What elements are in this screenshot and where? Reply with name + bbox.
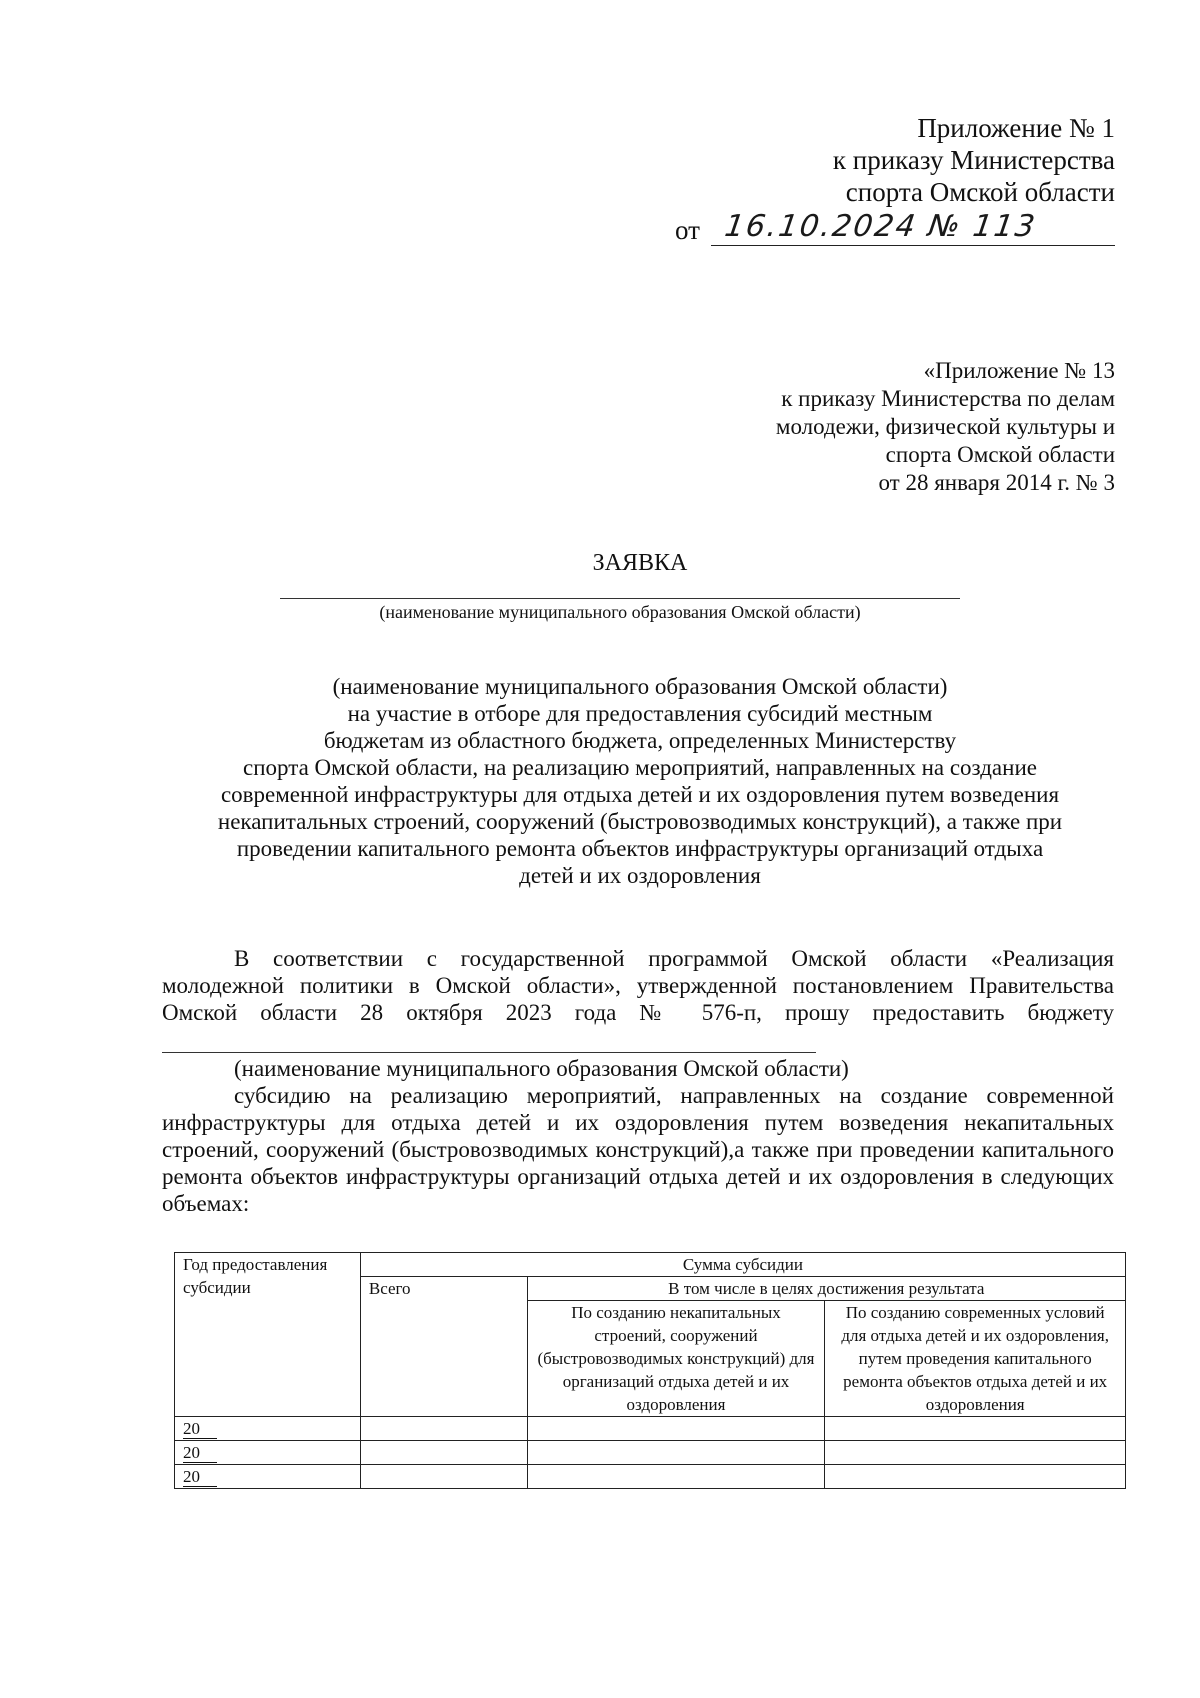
municipality-caption: (наименование муниципального образования Омской области) bbox=[234, 1056, 849, 1081]
total-cell bbox=[360, 1465, 527, 1489]
intro-line-1: (наименование муниципального образования Омской области) bbox=[332, 674, 948, 699]
appendix-1-line-1: Приложение № 1 bbox=[917, 113, 1115, 143]
body-paragraph-2: субсидию на реализацию мероприятий, направленных на создание современной инфраструктуры для отдыха детей и их оздоровления путем возведения некапитальных строений, сооружений (быстровозводимых конструкций),а также при проведении капитального ремонта объектов инфраструктуры организаций отдыха детей и их оздоровления в следующих объемах: bbox=[162, 1083, 1114, 1216]
header-year: Год предоставления субсидии bbox=[175, 1253, 361, 1417]
appendix-13-line-1: «Приложение № 13 bbox=[923, 358, 1115, 383]
header-total: Всего bbox=[360, 1277, 527, 1417]
application-subject bbox=[180, 673, 1100, 889]
intro-line-2: на участие в отборе для предоставления субсидий местным bbox=[347, 701, 933, 726]
table-row bbox=[175, 1417, 1126, 1441]
year-cell bbox=[175, 1441, 361, 1465]
modern-cell bbox=[825, 1417, 1126, 1441]
date-underline bbox=[711, 244, 1115, 246]
appendix-13-line-3: молодежи, физической культуры и bbox=[775, 414, 1115, 439]
intro-line-6: некапитальных строений, сооружений (быстровозводимых конструкций), а также при bbox=[217, 809, 1063, 834]
modern-cell bbox=[825, 1441, 1126, 1465]
intro-line-4: спорта Омской области, на реализацию мероприятий, направленных на создание bbox=[243, 755, 1037, 780]
handwritten-date-number: 16.10.2024 № 113 bbox=[722, 209, 1039, 244]
intro-line-3: бюджетам из областного бюджета, определенных Министерству bbox=[323, 728, 957, 753]
intro-line-7: проведении капитального ремонта объектов инфраструктуры организаций отдыха bbox=[236, 836, 1044, 861]
appendix-1-line-3: спорта Омской области bbox=[845, 177, 1115, 207]
appendix-13-line-4: спорта Омской области bbox=[885, 442, 1115, 467]
total-cell bbox=[360, 1441, 527, 1465]
total-cell bbox=[360, 1417, 527, 1441]
year-cell bbox=[175, 1417, 361, 1441]
table-row bbox=[175, 1441, 1126, 1465]
title-caption: (наименование муниципального образования Омской области) bbox=[379, 602, 861, 622]
document-title: ЗАЯВКА bbox=[592, 550, 688, 576]
header-modern-conditions: По созданию современных условий для отдыха детей и их оздоровления, путем проведения капитального ремонта объектов отдыха детей и их оздоровления bbox=[825, 1301, 1126, 1417]
table-header-row-1 bbox=[175, 1253, 1126, 1277]
appendix-1-header bbox=[715, 112, 1115, 208]
nonpermanent-cell bbox=[527, 1417, 825, 1441]
appendix-13-line-2: к приказу Министерства по делам bbox=[781, 386, 1115, 411]
intro-line-5: современной инфраструктуры для отдыха детей и их оздоровления путем возведения bbox=[220, 782, 1060, 807]
date-prefix: от bbox=[675, 215, 700, 245]
nonpermanent-cell bbox=[527, 1441, 825, 1465]
appendix-13-header bbox=[655, 357, 1115, 497]
year-value: 20 bbox=[183, 1419, 200, 1438]
year-value: 20 bbox=[183, 1443, 200, 1462]
header-including: В том числе в целях достижения результата bbox=[527, 1277, 1125, 1301]
header-nonpermanent-structures: По созданию некапитальных строений, сооружений (быстровозводимых конструкций) для организаций отдыха детей и их оздоровления bbox=[527, 1301, 825, 1417]
municipality-fill-line bbox=[162, 1052, 816, 1053]
intro-line-8: детей и их оздоровления bbox=[519, 863, 761, 888]
year-value: 20 bbox=[183, 1467, 200, 1486]
subsidy-table bbox=[174, 1252, 1126, 1489]
appendix-1-line-2: к приказу Министерства bbox=[832, 145, 1115, 175]
header-subsidy-sum: Сумма субсидии bbox=[360, 1253, 1125, 1277]
table-row bbox=[175, 1465, 1126, 1489]
body-paragraph-1: В соответствии с государственной программой Омской области «Реализация молодежной политики в Омской области», утвержденной постановлением Правительства Омской области 28 октября 2023 года № 576-п, прошу предоставить бюджету bbox=[162, 946, 1114, 1025]
title-fill-line bbox=[280, 598, 960, 599]
order-date-row bbox=[675, 210, 1115, 250]
modern-cell bbox=[825, 1465, 1126, 1489]
nonpermanent-cell bbox=[527, 1465, 825, 1489]
appendix-13-line-5: от 28 января 2014 г. № 3 bbox=[878, 470, 1115, 495]
year-cell bbox=[175, 1465, 361, 1489]
